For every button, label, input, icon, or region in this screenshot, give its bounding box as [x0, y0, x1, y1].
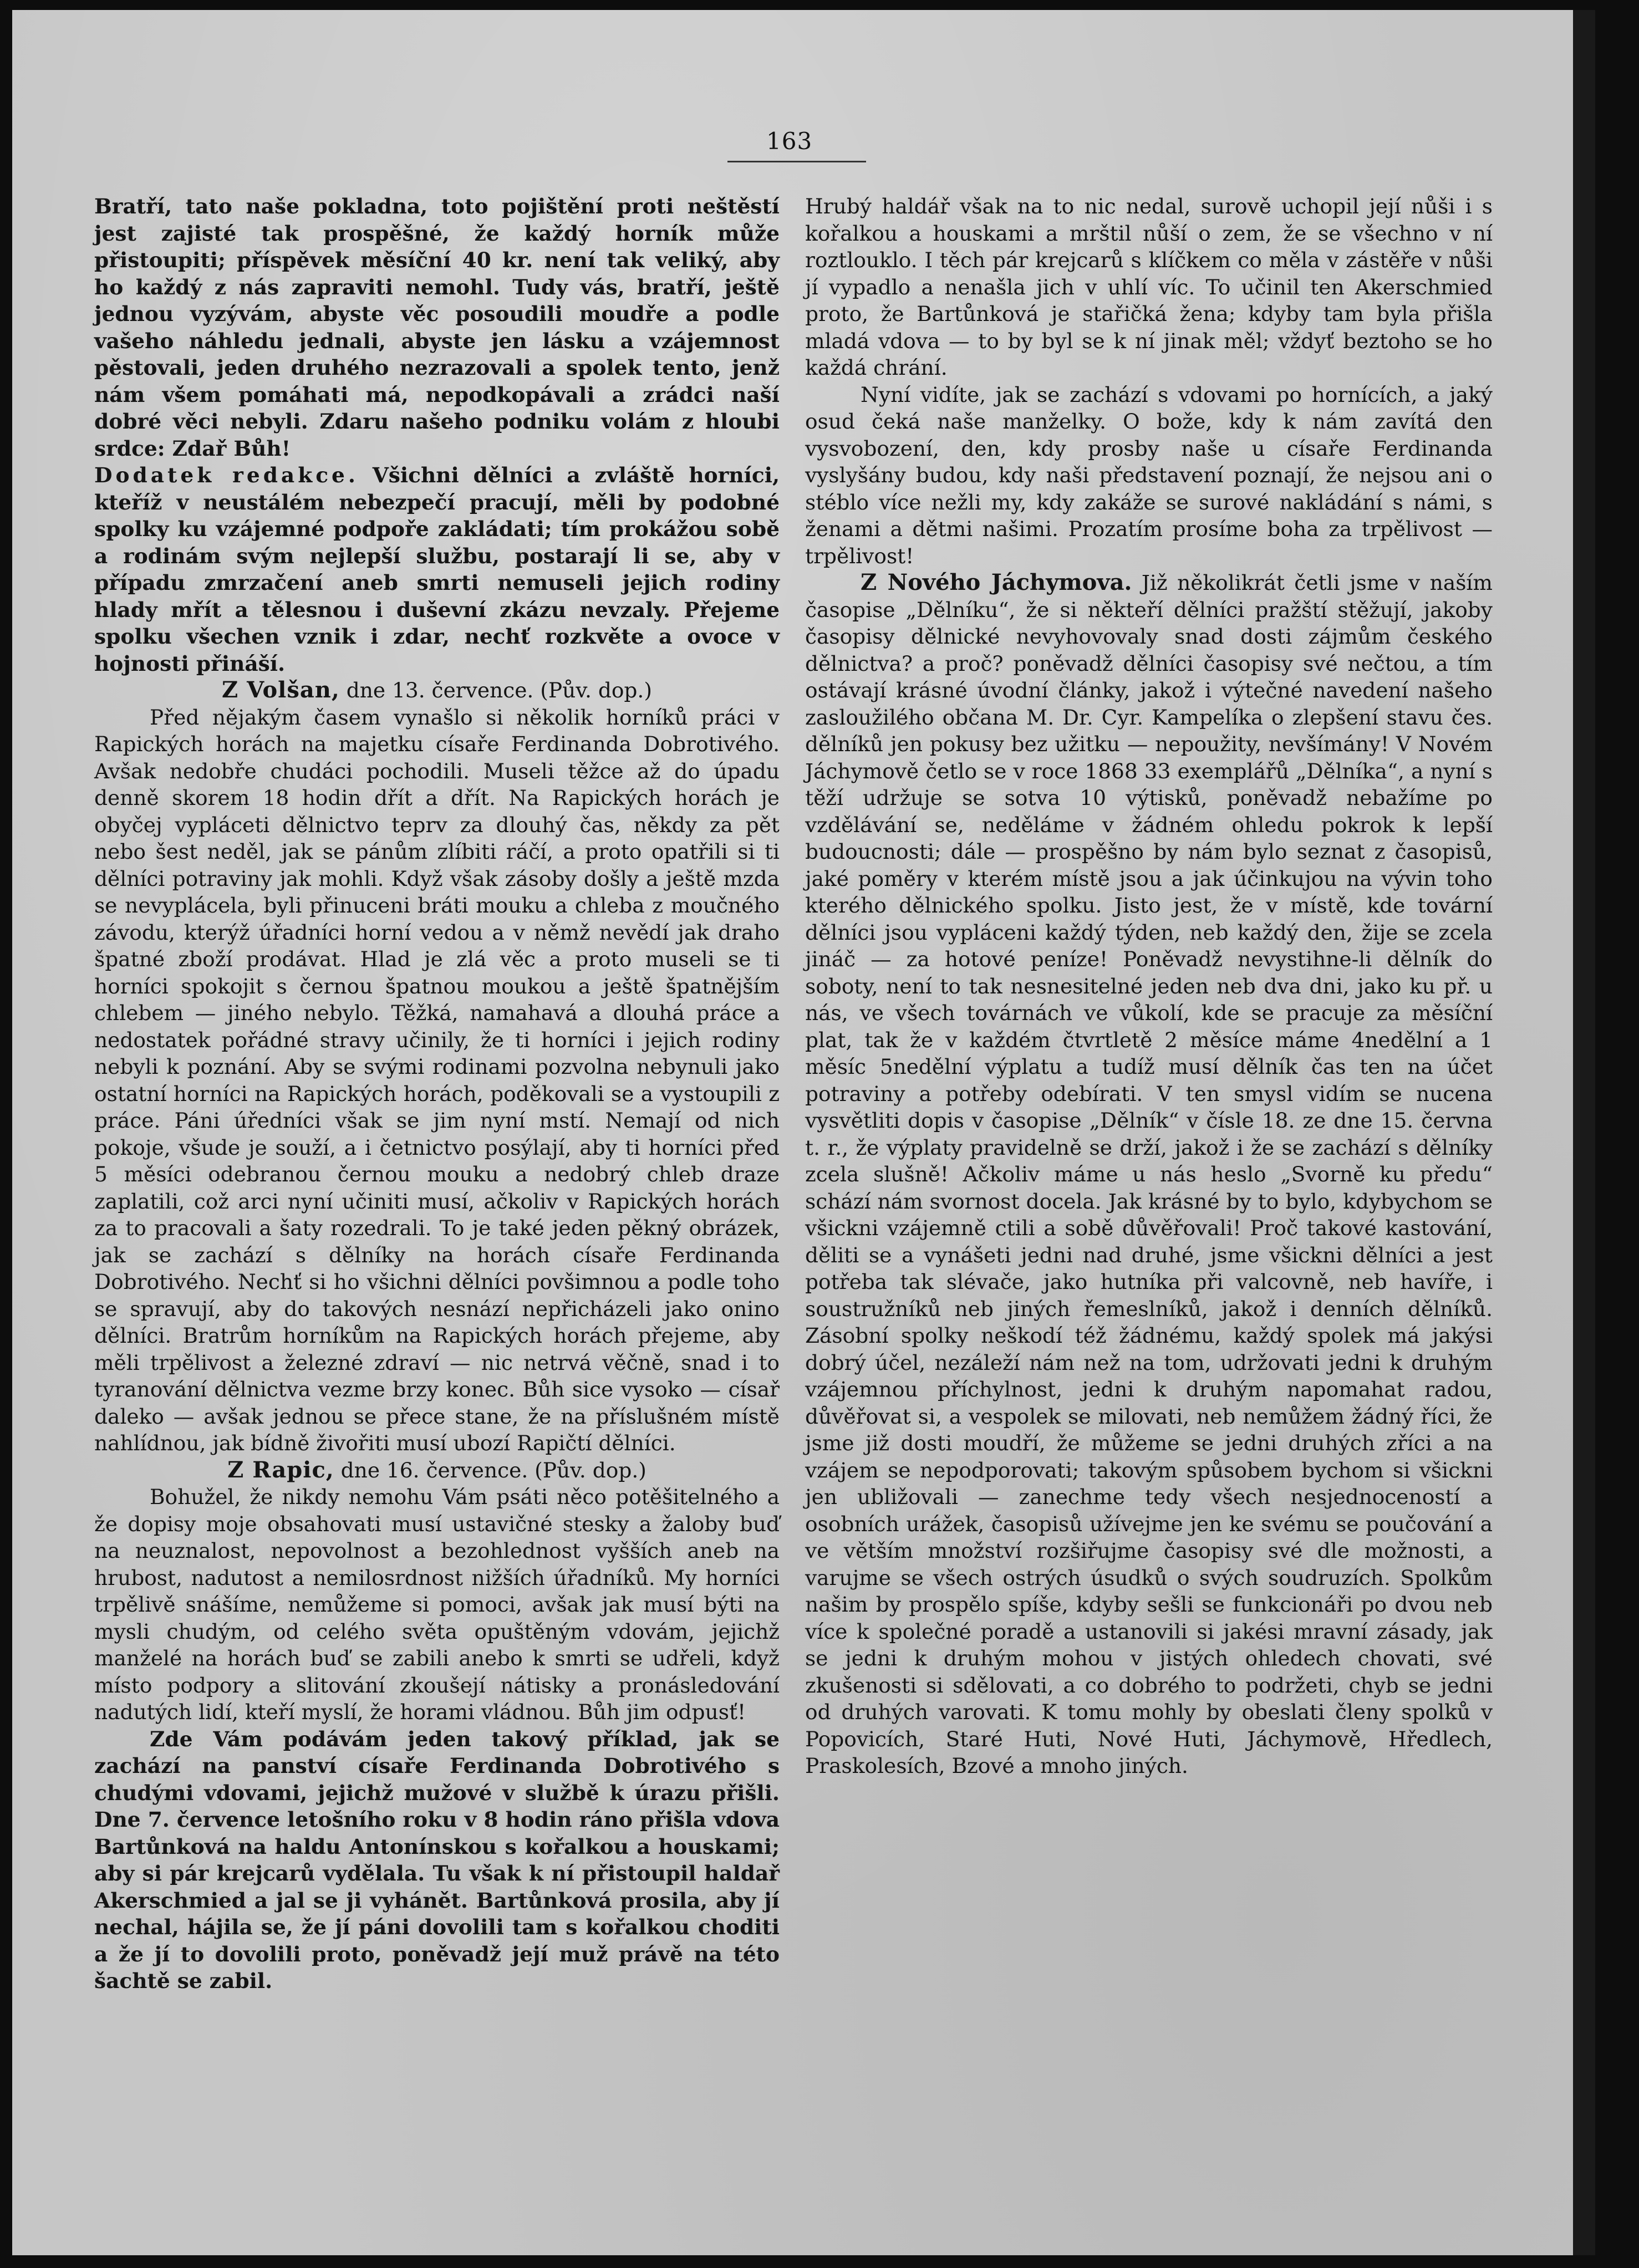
article-volsany-text: Před nějakým časem vynašlo si několik horníků práci v Rapických horách na majetku císaře Ferdinanda Dobrotivého. Avšak nedobře chudáci pochodili. Museli těžce až do úpadu denně skorem 18 hodin dřít a dřít. Na Rapických horách je obyčej vypláceti dělnictvo teprv za dlouhý čas, někdy za pět nebo šest neděl, jak se pánům zlíbiti ráčí, a proto opatřili si ti dělníci potraviny jak mohli. Když však zásoby došly a ještě mzda se nevyplácela, byli přinuceni bráti mouku a chleba z moučného závodu, kterýž úřadníci horní vedou a v němž nevědí jak draho špatné zboží prodávat. Hlad je zlá věc a proto museli se ti horníci spokojit s černou špatnou moukou a ještě špatnějším chlebem — jiného nebylo. Těžká, namahavá a dlouhá práce a nedostatek pořádné stravy učinily, že ti horníci i jejich rodiny nebyli k poznání. Aby se svými rodinami pozvolna nebynuli jako ostatní horníci na Rapických horách, poděkovali se a vystoupili z práce. Páni úředníci však se jim nyní mstí. Nemají od nich pokoje, všude je souží, a i četnictvo posýlají, aby ti horníci před 5 měsíci odebranou černou mouku a nedobrý chleb draze zaplatili, což arci nyní učiniti musí, ačkoliv v Rapických horách za to pracovali a šaty rozedrali. To je také jeden pěkný obrázek, jak se zachází s dělníky na horách císaře Ferdinanda Dobrotivého. Nechť si ho všichni dělníci povšimnou a podle toho se spravují, aby do takových nesnází nepřicházeli jako onino dělníci. Bratrům horníkům na Rapických horách přejeme, aby měli trpělivost a železné zdraví — nic netrvá věčně, snad i to tyranování dělnictva vezme brzy konec. Bůh sice vysoko — císař daleko — avšak jednou se přece stane, že na příslušném místě nahlídnou, jak bídně živořiti musí ubozí Rapičtí dělníci.: [94, 705, 780, 1455]
article-novy-jachymov-text: Již několikrát četli jsme v naším časopise „Dělníku“, že si někteří dělníci pražští stěžují, jakoby časopisy dělnické nevyhovovaly snad dosti zájmům českého dělnictva? a proč? poněvadž dělníci časopisy své nečtou, a tím ostávají krásné úvodní články, jakož i výtečné navedení našeho zasloužilého občana M. Dr. Cyr. Kampelíka o zlepšení stavu čes. dělníků jen pokusy bez užitku — nepoužity, nevšímány! V Novém Jáchymově četlo se v roce 1868 33 exemplářů „Dělníka“, a nyní s těží udržuje se sotva 10 výtisků, poněvadž nebažíme po vzdělávání se, neděláme v žádném ohledu pokrok k lepší budoucnosti; dále — prospěšno by nám bylo seznat z časopisů, jaké poměry v kterém místě jsou a jak účinkujou na vývin toho kterého dělnického spolku. Jisto jest, že v místě, kde tovární dělníci jsou vypláceni každý týden, neb každý den, žije se zcela jináč — za hotové peníze! Poněvadž nevystihne-li dělník do soboty, není to tak nesnesitelné jeden neb dva dni, jako ku př. u nás, ve všech továrnách ve vůkolí, kde se pracuje za měsíční plat, tak že v každém čtvrtletě 2 měsíce máme 4nedělní a 1 měsíc 5nedělní výplatu a tudíž musí dělník čas ten na účet potraviny a potřeby odebírati. V ten smysl vidím se nucena vysvětliti dopis v časopise „Dělník“ v čísle 18. ze dne 15. června t. r., že výplaty pravidelně se drží, jakož i že se zachází s dělníky zcela slušně! Ačkoliv máme u nás heslo „Svorně ku předu“ schází nám svornost docela. Jak krásné by to bylo, kdybychom se všickni vzájemně ctili a sobě důvěřovali! Proč takové kastování, děliti se a vynášeti jedni nad druhé, jsme všickni dělníci a jest potřeba tak slévače, jako hutníka při valcovně, neb havíře, i soustružníků neb jiných řemeslníků, jakož i denních dělníků. Zásobní spolky neškodí též žádnému, každý spolek má jakýsi dobrý účel, nezáleží nám než na tom, udržovati jedni k druhým vzájemnou příchylnost, jedni k druhým napomahat radou, důvěřovat si, a vespolek se milovati, neb nemůžem žádný říci, že jsme již dosti moudří, že můžeme se jedni druhých zříci a na vzájem se nepodporovati; takovým spůsobem bychom si všickni jen ubližovali — zanechme tedy všech nesjednoceností a osobních urážek, časopisů užívejme jen ke svému se poučování a ve větším množství rozšiřujme časopisy své dle možnosti, a varujme se všech ostrých úsudků o svých soudruzích. Spolkům našim by prospělo spíše, kdyby sešli se funkcionáři po dvou neb více k společné poradě a ustanovili si jakési mravní zásady, jak se jedni k druhým mohou v jistých ohledech chovati, své zkušenosti si sdělovati, a co dobrého to podržeti, chyb se jedni od druhých varovati. K tomu mohly by obeslati členy spolků v Popovicích, Staré Huti, Nové Huti, Jáchymově, Hředlech, Praskolesích, Bzové a mnoho jiných.: [805, 570, 1493, 1778]
heading-place: Z Rapic,: [227, 1456, 334, 1483]
editorial-note-paragraph: [94, 462, 780, 677]
heading-date: dne 16. července. (Pův. dop.): [340, 1457, 647, 1482]
letter-closing-paragraph: Bratří, tato naše pokladna, toto pojištění proti neštěstí jest zajisté tak prospěšné, že každý horník může přistoupiti; příspěvek měsíční 40 kr. není tak veliký, aby ho každý z nás zapraviti nemohl. Tudy vás, bratří, ještě jednou vyzývám, abyste věc posoudili moudře a podle vašeho náhledu jednali, abyste jen lásku a vzájemnost pěstovali, jeden druhého nezrazovali a spolek tento, jenž nám všem pomáhati má, nepodkopávali a zrádci naší dobré věci nebyli. Zdaru našeho podniku volám z hloubi srdce: Zdař Bůh!: [94, 194, 780, 461]
right-column: [805, 193, 1493, 1780]
article-heading-rapice: [94, 1457, 780, 1484]
article-heading-novy-jachymov: Z Nového Jáchymova.: [861, 569, 1132, 595]
article-rapice-text-2: Zde Vám podávám jeden takový příklad, jak se zachází na panství císaře Ferdinanda Dobrotivého s chudými vdovami, jejichž mužové v službě k úrazu přišli. Dne 7. července letošního roku v 8 hodin ráno přišla vdova Bartůnková na haldu Antonínskou s kořalkou a houskami; aby si pár krejcarů vydělala. Tu však k ní přistoupil haldař Akerschmied a jal se ji vyhánět. Bartůnková prosila, aby jí nechal, hájila se, že jí páni dovolili tam s kořalkou choditi a že jí to dovolili proto, poněvadž její muž právě na této šachtě se zabil.: [94, 1726, 780, 1993]
page-number-rule: [727, 161, 866, 162]
editorial-note-label: Dodatek redakce.: [94, 463, 359, 487]
scanned-page: [12, 10, 1595, 2255]
article-rapice-continued: Hrubý haldář však na to nic nedal, surově uchopil její nůši i s kořalkou a houskami a mrštil nůší o zem, že se všechno v ní roztlouklo. I těch pár krejcarů s klíčkem co měla v zástěře v nůši jí vypadlo a nenašla jich v uhlí víc. To učinil ten Akerschmied proto, že Bartůnková je stařičká žena; kdyby tam byla přišla mladá vdova — to by byl se k ní jinak měl; vždyť beztoho se ho každá chrání.: [805, 194, 1493, 380]
article-rapice-conclusion: Nyní vidíte, jak se zachází s vdovami po hornících, a jaký osud čeká naše manželky. O bože, kdy k nám zavítá den vysvobození, den, kdy prosby naše u císaře Ferdinanda vyslyšány budou, kdy naši představení poznají, že nejsou ani o stéblo více nežli my, kdy zakáže se surové nakládání s námi, s ženami a dětmi našimi. Prozatím prosíme boha za trpělivost — trpělivost!: [805, 382, 1493, 568]
editorial-note-text: Všichni dělníci a zvláště horníci, kteříž v neustálém nebezpečí pracují, měli by podobné spolky ku vzájemné podpoře zakládati; tím prokážou sobě a rodinám svým nejlepší službu, postarají li se, aby v případu zmrzačení aneb smrti nemuseli jejich rodiny hlady mřít a tělesnou i duševní zkázu nevzaly. Přejeme spolku všechen vznik i zdar, nechť rozkvěte a ovoce v hojnosti přináší.: [94, 463, 780, 676]
article-rapice-text-1: Bohužel, že nikdy nemohu Vám psáti něco potěšitelného a že dopisy moje obsahovati musí ustavičné stesky a žaloby buď na neuznalost, nepovolnost a bezohlednost vyšších aneb na hrubost, nadutost a nemilosrdnost nižších úřadníků. My horníci trpělivě snášíme, nemůžeme si pomoci, avšak jak musí býti na mysli chudým, od celého světa opuštěným vdovám, jejichž manželé na horách buď se zabili anebo k smrti se udřeli, když místo podpory a slitování zkoušejí nátisky a pronásledování nadutých lidí, kteří myslí, že horami vládnou. Bůh jim odpusť!: [94, 1485, 780, 1724]
article-heading-volsany: [94, 677, 780, 704]
page-edge-shadow: [1573, 10, 1595, 2255]
page-number: 163: [766, 128, 813, 155]
article-novy-jachymov: [805, 569, 1493, 1780]
heading-place: Z Volšan,: [222, 677, 340, 703]
left-column: [94, 193, 780, 1995]
heading-date: dne 13. července. (Pův. dop.): [346, 678, 652, 702]
